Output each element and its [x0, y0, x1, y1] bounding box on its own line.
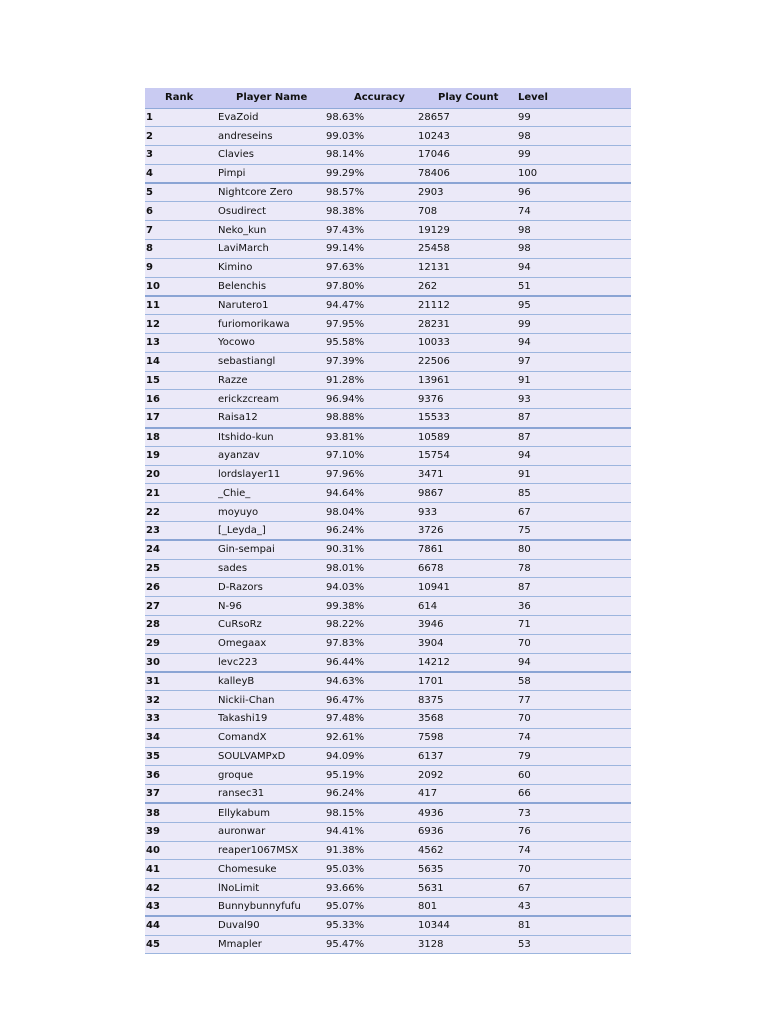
- play-count-cell: 262: [418, 277, 518, 296]
- accuracy-cell: 96.94%: [326, 390, 418, 409]
- accuracy-cell: 94.64%: [326, 484, 418, 503]
- accuracy-cell: 95.07%: [326, 897, 418, 916]
- rank-cell: 23: [145, 522, 218, 541]
- player-name-cell: moyuyo: [218, 503, 326, 522]
- rank-cell: 20: [145, 465, 218, 484]
- level-cell: 94: [518, 446, 631, 465]
- level-cell: 73: [518, 803, 631, 822]
- level-cell: 51: [518, 277, 631, 296]
- player-name-cell: _Chie_: [218, 484, 326, 503]
- play-count-cell: 8375: [418, 691, 518, 710]
- player-name-cell: SOULVAMPxD: [218, 747, 326, 766]
- rank-cell: 5: [145, 183, 218, 202]
- level-cell: 36: [518, 597, 631, 616]
- level-cell: 53: [518, 935, 631, 954]
- accuracy-cell: 97.80%: [326, 277, 418, 296]
- table-row: [145, 315, 631, 334]
- table-row: [145, 803, 631, 822]
- player-name-cell: Raisa12: [218, 409, 326, 428]
- table-row: [145, 879, 631, 898]
- player-name-cell: sebastiangl: [218, 352, 326, 371]
- accuracy-cell: 94.09%: [326, 747, 418, 766]
- table-row: [145, 672, 631, 691]
- level-cell: 99: [518, 108, 631, 127]
- level-cell: 70: [518, 860, 631, 879]
- level-cell: 96: [518, 183, 631, 202]
- level-cell: 75: [518, 522, 631, 541]
- level-cell: 91: [518, 465, 631, 484]
- accuracy-cell: 98.15%: [326, 803, 418, 822]
- accuracy-cell: 99.38%: [326, 597, 418, 616]
- play-count-cell: 614: [418, 597, 518, 616]
- play-count-cell: 5631: [418, 879, 518, 898]
- accuracy-cell: 97.43%: [326, 221, 418, 240]
- rank-cell: 11: [145, 296, 218, 315]
- player-name-cell: furiomorikawa: [218, 315, 326, 334]
- play-count-cell: 7598: [418, 728, 518, 747]
- level-cell: 99: [518, 315, 631, 334]
- level-cell: 99: [518, 146, 631, 165]
- table-row: [145, 540, 631, 559]
- rank-cell: 36: [145, 766, 218, 785]
- play-count-cell: 22506: [418, 352, 518, 371]
- accuracy-cell: 90.31%: [326, 540, 418, 559]
- rank-cell: 9: [145, 258, 218, 277]
- play-count-cell: 19129: [418, 221, 518, 240]
- accuracy-cell: 96.47%: [326, 691, 418, 710]
- table-row: [145, 597, 631, 616]
- table-row: [145, 390, 631, 409]
- table-row: [145, 484, 631, 503]
- player-name-cell: Narutero1: [218, 296, 326, 315]
- play-count-cell: 708: [418, 202, 518, 221]
- header-level: Level: [518, 88, 631, 108]
- accuracy-cell: 98.57%: [326, 183, 418, 202]
- table-row: [145, 240, 631, 259]
- table-row: [145, 747, 631, 766]
- level-cell: 70: [518, 710, 631, 729]
- play-count-cell: 3128: [418, 935, 518, 954]
- table-row: [145, 202, 631, 221]
- header-rank: Rank: [145, 88, 218, 108]
- player-name-cell: Neko_kun: [218, 221, 326, 240]
- rank-cell: 3: [145, 146, 218, 165]
- level-cell: 67: [518, 503, 631, 522]
- level-cell: 94: [518, 653, 631, 672]
- level-cell: 87: [518, 409, 631, 428]
- table-row: [145, 691, 631, 710]
- accuracy-cell: 96.24%: [326, 785, 418, 804]
- table-row: [145, 503, 631, 522]
- play-count-cell: 17046: [418, 146, 518, 165]
- table-row: [145, 935, 631, 954]
- rank-cell: 29: [145, 634, 218, 653]
- table-row: [145, 127, 631, 146]
- play-count-cell: 7861: [418, 540, 518, 559]
- play-count-cell: 3726: [418, 522, 518, 541]
- accuracy-cell: 92.61%: [326, 728, 418, 747]
- table-row: [145, 221, 631, 240]
- table-row: [145, 108, 631, 127]
- player-name-cell: [_Leyda_]: [218, 522, 326, 541]
- table-row: [145, 710, 631, 729]
- level-cell: 79: [518, 747, 631, 766]
- play-count-cell: 10589: [418, 428, 518, 447]
- table-row: [145, 578, 631, 597]
- level-cell: 95: [518, 296, 631, 315]
- level-cell: 98: [518, 240, 631, 259]
- play-count-cell: 2903: [418, 183, 518, 202]
- table-row: [145, 916, 631, 935]
- accuracy-cell: 95.47%: [326, 935, 418, 954]
- play-count-cell: 9867: [418, 484, 518, 503]
- play-count-cell: 21112: [418, 296, 518, 315]
- play-count-cell: 10344: [418, 916, 518, 935]
- level-cell: 66: [518, 785, 631, 804]
- table-row: [145, 277, 631, 296]
- player-name-cell: Bunnybunnyfufu: [218, 897, 326, 916]
- player-name-cell: Belenchis: [218, 277, 326, 296]
- play-count-cell: 3471: [418, 465, 518, 484]
- rank-cell: 15: [145, 371, 218, 390]
- rank-cell: 27: [145, 597, 218, 616]
- accuracy-cell: 91.28%: [326, 371, 418, 390]
- table-row: [145, 559, 631, 578]
- player-name-cell: ayanzav: [218, 446, 326, 465]
- play-count-cell: 12131: [418, 258, 518, 277]
- accuracy-cell: 94.47%: [326, 296, 418, 315]
- level-cell: 91: [518, 371, 631, 390]
- accuracy-cell: 99.14%: [326, 240, 418, 259]
- table-row: [145, 822, 631, 841]
- rank-cell: 30: [145, 653, 218, 672]
- player-name-cell: Nightcore Zero: [218, 183, 326, 202]
- level-cell: 94: [518, 258, 631, 277]
- player-name-cell: Yocowo: [218, 334, 326, 353]
- rank-cell: 24: [145, 540, 218, 559]
- player-name-cell: ComandX: [218, 728, 326, 747]
- rank-cell: 4: [145, 164, 218, 183]
- table-row: [145, 860, 631, 879]
- player-name-cell: EvaZoid: [218, 108, 326, 127]
- level-cell: 98: [518, 221, 631, 240]
- level-cell: 74: [518, 728, 631, 747]
- level-cell: 100: [518, 164, 631, 183]
- ranking-table: [145, 88, 631, 954]
- rank-cell: 28: [145, 616, 218, 635]
- player-name-cell: ransec31: [218, 785, 326, 804]
- table-row: [145, 164, 631, 183]
- player-name-cell: Chomesuke: [218, 860, 326, 879]
- accuracy-cell: 97.95%: [326, 315, 418, 334]
- table-row: [145, 841, 631, 860]
- rank-cell: 25: [145, 559, 218, 578]
- level-cell: 85: [518, 484, 631, 503]
- player-name-cell: Mmapler: [218, 935, 326, 954]
- accuracy-cell: 97.83%: [326, 634, 418, 653]
- accuracy-cell: 93.66%: [326, 879, 418, 898]
- accuracy-cell: 99.29%: [326, 164, 418, 183]
- accuracy-cell: 98.01%: [326, 559, 418, 578]
- play-count-cell: 10033: [418, 334, 518, 353]
- rank-cell: 40: [145, 841, 218, 860]
- player-name-cell: Nickii-Chan: [218, 691, 326, 710]
- play-count-cell: 6678: [418, 559, 518, 578]
- accuracy-cell: 97.96%: [326, 465, 418, 484]
- accuracy-cell: 98.88%: [326, 409, 418, 428]
- play-count-cell: 5635: [418, 860, 518, 879]
- accuracy-cell: 97.48%: [326, 710, 418, 729]
- play-count-cell: 15533: [418, 409, 518, 428]
- player-name-cell: Duval90: [218, 916, 326, 935]
- player-name-cell: Kimino: [218, 258, 326, 277]
- rank-cell: 44: [145, 916, 218, 935]
- player-name-cell: andreseins: [218, 127, 326, 146]
- level-cell: 74: [518, 202, 631, 221]
- accuracy-cell: 98.38%: [326, 202, 418, 221]
- play-count-cell: 28657: [418, 108, 518, 127]
- play-count-cell: 417: [418, 785, 518, 804]
- player-name-cell: Clavies: [218, 146, 326, 165]
- accuracy-cell: 93.81%: [326, 428, 418, 447]
- rank-cell: 38: [145, 803, 218, 822]
- table-row: [145, 465, 631, 484]
- rank-cell: 21: [145, 484, 218, 503]
- accuracy-cell: 98.04%: [326, 503, 418, 522]
- player-name-cell: groque: [218, 766, 326, 785]
- accuracy-cell: 97.63%: [326, 258, 418, 277]
- player-name-cell: erickzcream: [218, 390, 326, 409]
- play-count-cell: 28231: [418, 315, 518, 334]
- level-cell: 71: [518, 616, 631, 635]
- table-row: [145, 766, 631, 785]
- accuracy-cell: 94.41%: [326, 822, 418, 841]
- rank-cell: 45: [145, 935, 218, 954]
- level-cell: 58: [518, 672, 631, 691]
- player-name-cell: CuRsoRz: [218, 616, 326, 635]
- accuracy-cell: 95.58%: [326, 334, 418, 353]
- table-row: [145, 258, 631, 277]
- table-row: [145, 728, 631, 747]
- level-cell: 93: [518, 390, 631, 409]
- level-cell: 98: [518, 127, 631, 146]
- level-cell: 78: [518, 559, 631, 578]
- player-name-cell: Itshido-kun: [218, 428, 326, 447]
- header-player-name: Player Name: [218, 88, 326, 108]
- rank-cell: 43: [145, 897, 218, 916]
- play-count-cell: 13961: [418, 371, 518, 390]
- play-count-cell: 10941: [418, 578, 518, 597]
- rank-cell: 35: [145, 747, 218, 766]
- level-cell: 77: [518, 691, 631, 710]
- player-name-cell: reaper1067MSX: [218, 841, 326, 860]
- level-cell: 60: [518, 766, 631, 785]
- accuracy-cell: 95.03%: [326, 860, 418, 879]
- rank-cell: 1: [145, 108, 218, 127]
- play-count-cell: 14212: [418, 653, 518, 672]
- table-row: [145, 616, 631, 635]
- play-count-cell: 78406: [418, 164, 518, 183]
- play-count-cell: 15754: [418, 446, 518, 465]
- table-row: [145, 371, 631, 390]
- play-count-cell: 4562: [418, 841, 518, 860]
- rank-cell: 7: [145, 221, 218, 240]
- table-row: [145, 428, 631, 447]
- accuracy-cell: 95.33%: [326, 916, 418, 935]
- level-cell: 70: [518, 634, 631, 653]
- rank-cell: 33: [145, 710, 218, 729]
- accuracy-cell: 96.44%: [326, 653, 418, 672]
- player-name-cell: kalleyB: [218, 672, 326, 691]
- level-cell: 80: [518, 540, 631, 559]
- play-count-cell: 1701: [418, 672, 518, 691]
- accuracy-cell: 95.19%: [326, 766, 418, 785]
- player-name-cell: Omegaax: [218, 634, 326, 653]
- accuracy-cell: 98.63%: [326, 108, 418, 127]
- play-count-cell: 6137: [418, 747, 518, 766]
- table-row: [145, 634, 631, 653]
- table-row: [145, 522, 631, 541]
- table-row: [145, 446, 631, 465]
- header-accuracy: Accuracy: [326, 88, 418, 108]
- level-cell: 81: [518, 916, 631, 935]
- player-name-cell: Ellykabum: [218, 803, 326, 822]
- rank-cell: 42: [145, 879, 218, 898]
- rank-cell: 8: [145, 240, 218, 259]
- player-name-cell: levc223: [218, 653, 326, 672]
- rank-cell: 41: [145, 860, 218, 879]
- accuracy-cell: 97.10%: [326, 446, 418, 465]
- play-count-cell: 6936: [418, 822, 518, 841]
- play-count-cell: 25458: [418, 240, 518, 259]
- play-count-cell: 2092: [418, 766, 518, 785]
- accuracy-cell: 91.38%: [326, 841, 418, 860]
- player-name-cell: Razze: [218, 371, 326, 390]
- level-cell: 87: [518, 428, 631, 447]
- level-cell: 97: [518, 352, 631, 371]
- level-cell: 74: [518, 841, 631, 860]
- play-count-cell: 9376: [418, 390, 518, 409]
- table-row: [145, 653, 631, 672]
- player-name-cell: D-Razors: [218, 578, 326, 597]
- table-row: [145, 785, 631, 804]
- rank-cell: 31: [145, 672, 218, 691]
- rank-cell: 26: [145, 578, 218, 597]
- table-row: [145, 897, 631, 916]
- play-count-cell: 801: [418, 897, 518, 916]
- header-play-count: Play Count: [418, 88, 518, 108]
- player-name-cell: auronwar: [218, 822, 326, 841]
- rank-cell: 37: [145, 785, 218, 804]
- rank-cell: 12: [145, 315, 218, 334]
- accuracy-cell: 98.14%: [326, 146, 418, 165]
- player-name-cell: Osudirect: [218, 202, 326, 221]
- accuracy-cell: 99.03%: [326, 127, 418, 146]
- ranking-table-container: [145, 88, 631, 954]
- player-name-cell: Takashi19: [218, 710, 326, 729]
- header-row: [145, 88, 631, 108]
- table-row: [145, 296, 631, 315]
- level-cell: 94: [518, 334, 631, 353]
- player-name-cell: LaviMarch: [218, 240, 326, 259]
- accuracy-cell: 94.03%: [326, 578, 418, 597]
- player-name-cell: N-96: [218, 597, 326, 616]
- table-row: [145, 146, 631, 165]
- level-cell: 76: [518, 822, 631, 841]
- accuracy-cell: 96.24%: [326, 522, 418, 541]
- rank-cell: 34: [145, 728, 218, 747]
- rank-cell: 6: [145, 202, 218, 221]
- rank-cell: 22: [145, 503, 218, 522]
- rank-cell: 10: [145, 277, 218, 296]
- rank-cell: 16: [145, 390, 218, 409]
- player-name-cell: Gin-sempai: [218, 540, 326, 559]
- player-name-cell: sades: [218, 559, 326, 578]
- rank-cell: 17: [145, 409, 218, 428]
- table-row: [145, 409, 631, 428]
- level-cell: 67: [518, 879, 631, 898]
- play-count-cell: 10243: [418, 127, 518, 146]
- table-body: [145, 108, 631, 954]
- level-cell: 43: [518, 897, 631, 916]
- player-name-cell: Pimpi: [218, 164, 326, 183]
- rank-cell: 32: [145, 691, 218, 710]
- table-row: [145, 183, 631, 202]
- level-cell: 87: [518, 578, 631, 597]
- play-count-cell: 3904: [418, 634, 518, 653]
- accuracy-cell: 97.39%: [326, 352, 418, 371]
- accuracy-cell: 94.63%: [326, 672, 418, 691]
- player-name-cell: lordslayer11: [218, 465, 326, 484]
- play-count-cell: 4936: [418, 803, 518, 822]
- table-row: [145, 334, 631, 353]
- play-count-cell: 3946: [418, 616, 518, 635]
- rank-cell: 13: [145, 334, 218, 353]
- player-name-cell: lNoLimit: [218, 879, 326, 898]
- rank-cell: 18: [145, 428, 218, 447]
- rank-cell: 39: [145, 822, 218, 841]
- table-header: [145, 88, 631, 108]
- accuracy-cell: 98.22%: [326, 616, 418, 635]
- rank-cell: 2: [145, 127, 218, 146]
- play-count-cell: 933: [418, 503, 518, 522]
- rank-cell: 19: [145, 446, 218, 465]
- table-row: [145, 352, 631, 371]
- rank-cell: 14: [145, 352, 218, 371]
- play-count-cell: 3568: [418, 710, 518, 729]
